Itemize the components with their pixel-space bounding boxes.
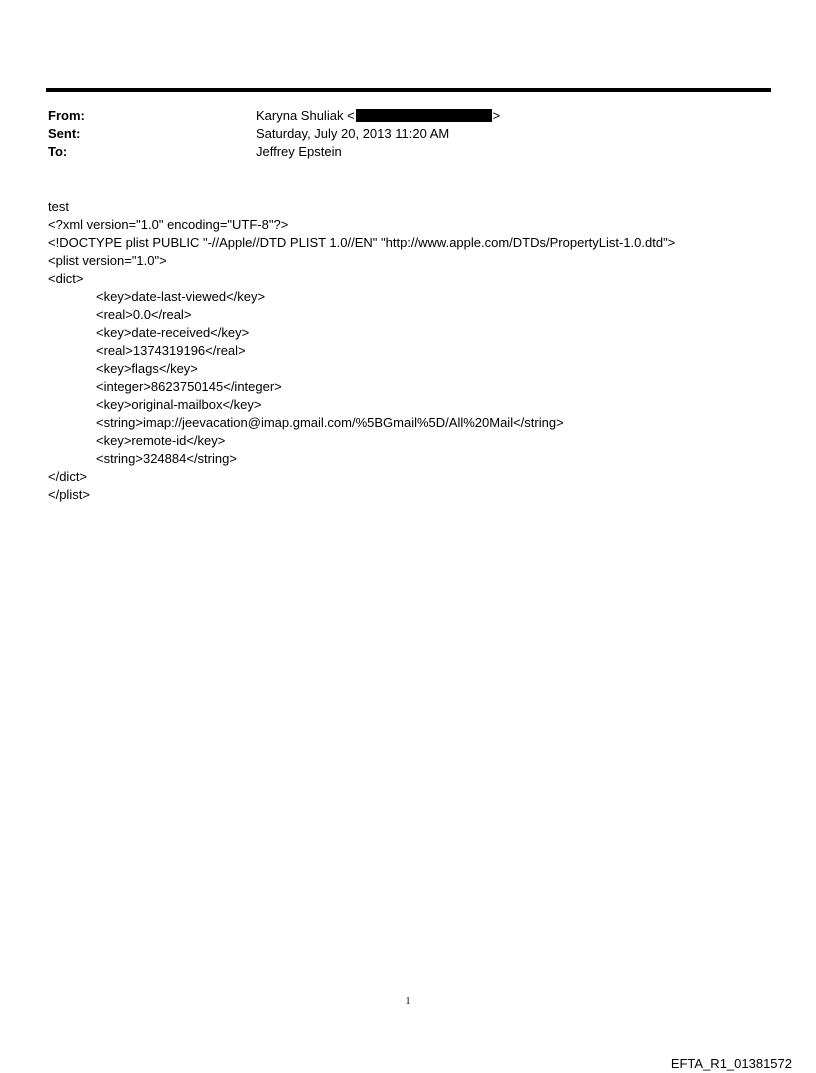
body-line: <string>324884</string> [96, 451, 237, 466]
body-line: <!DOCTYPE plist PUBLIC "-//Apple//DTD PLIST 1.0//EN" "http://www.apple.com/DTDs/PropertyList-1.0.dtd"> [48, 235, 676, 250]
sender-name: Karyna Shuliak < [256, 108, 355, 123]
message-body [48, 198, 778, 504]
body-line: <key>flags</key> [96, 361, 198, 376]
bates-number: EFTA_R1_01381572 [670, 1056, 792, 1071]
from-value [256, 107, 500, 125]
body-line: <real>0.0</real> [96, 307, 192, 322]
body-line: <key>original-mailbox</key> [96, 397, 262, 412]
body-line: </plist> [48, 487, 90, 502]
body-line: <?xml version="1.0" encoding="UTF-8"?> [48, 217, 289, 232]
redaction-block [356, 109, 492, 122]
to-label: To: [48, 144, 68, 159]
from-row [48, 107, 748, 125]
body-line: </dict> [48, 469, 88, 484]
body-line: <integer>8623750145</integer> [96, 379, 282, 394]
to-row [48, 143, 748, 161]
body-line: <real>1374319196</real> [96, 343, 246, 358]
from-label: From: [48, 108, 85, 123]
body-line: <key>date-last-viewed</key> [96, 289, 266, 304]
body-line: <dict> [48, 271, 84, 286]
sent-row [48, 125, 748, 143]
page-number: 1 [405, 996, 411, 1007]
sent-value: Saturday, July 20, 2013 11:20 AM [256, 126, 450, 141]
sender-address-close: > [492, 108, 501, 123]
body-line: <plist version="1.0"> [48, 253, 167, 268]
sent-label: Sent: [48, 126, 81, 141]
to-value: Jeffrey Epstein [256, 144, 342, 159]
header-divider-rule [46, 88, 771, 92]
body-line: <key>date-received</key> [96, 325, 250, 340]
body-line: test [48, 199, 69, 214]
body-line: <string>imap://jeevacation@imap.gmail.com/%5BGmail%5D/All%20Mail</string> [96, 415, 564, 430]
body-line: <key>remote-id</key> [96, 433, 226, 448]
